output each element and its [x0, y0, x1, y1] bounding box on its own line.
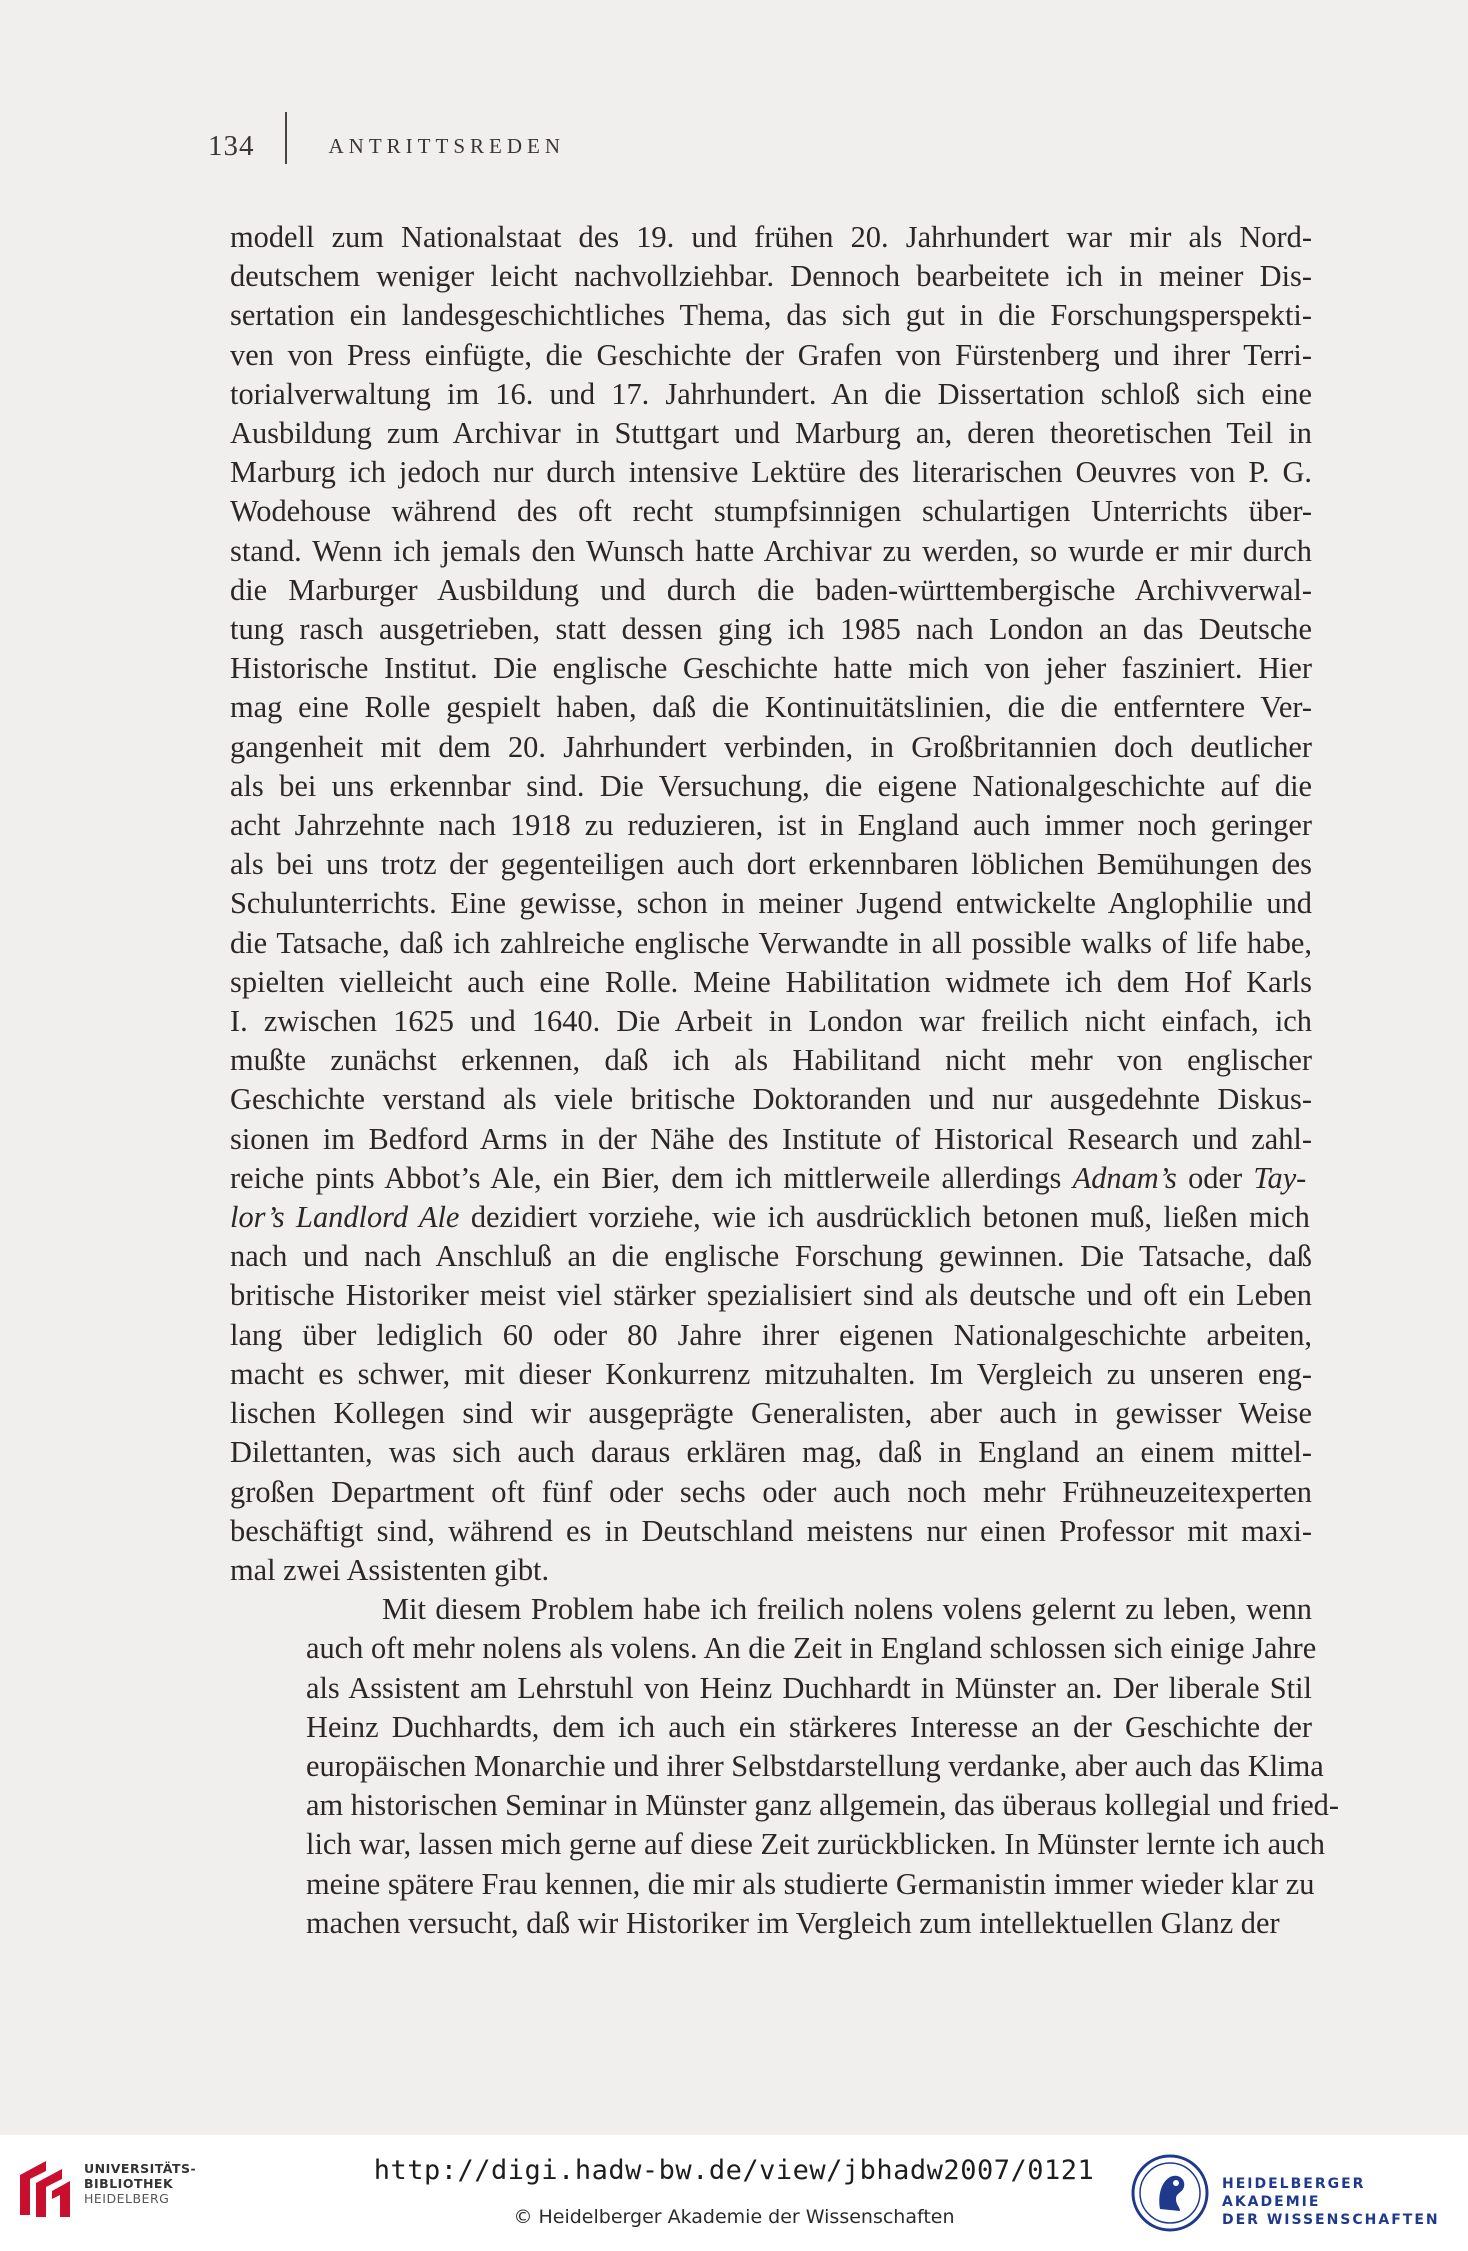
section-title: ANTRITTSREDEN [328, 133, 565, 158]
text-line: lang über lediglich 60 oder 80 Jahre ihrer eigenen Nationalgeschichte arbeiten, [230, 1317, 1312, 1352]
header-divider [285, 112, 287, 164]
permalink-url[interactable]: http://digi.hadw-bw.de/view/jbhadw2007/0121 [373, 2155, 1095, 2186]
text-line: acht Jahrzehnte nach 1918 zu reduzieren, ist in England auch immer noch geringer [230, 808, 1312, 843]
text-line: macht es schwer, mit dieser Konkurrenz mitzuhalten. Im Vergleich zu unseren eng- [230, 1356, 1312, 1391]
text-line: britische Historiker meist viel stärker spezialisiert sind als deutsche und oft ein Leben [230, 1278, 1312, 1313]
text-line: modell zum Nationalstaat des 19. und frühen 20. Jahrhundert war mir als Nord- [230, 220, 1312, 254]
text-line: Marburg ich jedoch nur durch intensive Lektüre des literarischen Oeuvres von P. G. [230, 455, 1312, 490]
text-line: Schulunterrichts. Eine gewisse, schon in meiner Jugend entwickelte Anglophilie und [230, 886, 1312, 921]
copyright-notice: © Heidelberger Akademie der Wissenschaften [513, 2206, 955, 2228]
text-line: lor’s Landlord Ale dezidiert vorziehe, wie ich ausdrücklich betonen muß, ließen mich [230, 1200, 1310, 1235]
text-line: ven von Press einfügte, die Geschichte der Grafen von Fürstenberg und ihrer Terri- [230, 337, 1312, 372]
text-line: torialverwaltung im 16. und 17. Jahrhundert. An die Dissertation schloß sich eine [230, 376, 1312, 411]
text-line: beschäftigt sind, während es in Deutschland meistens nur einen Professor mit maxi- [230, 1513, 1312, 1548]
text-line: stand. Wenn ich jemals den Wunsch hatte Archivar zu werden, so wurde er mir durch [230, 533, 1312, 568]
text-line: sertation ein landesgeschichtliches Thema, das sich gut in die Forschungsperspekti- [230, 298, 1312, 333]
page-number: 134 [208, 129, 255, 162]
text-line: machen versucht, daß wir Historiker im Vergleich zum intellektuellen Glanz der [306, 1905, 1280, 1940]
text-line: mag eine Rolle gespielt haben, daß die Kontinuitätslinien, die die entferntere Ver- [230, 690, 1312, 725]
paragraph [230, 218, 1312, 1590]
paragraph [230, 1590, 1339, 1943]
running-head [208, 126, 565, 166]
text-line: Heinz Duchhardts, dem ich auch ein stärkeres Interesse an der Geschichte der [306, 1709, 1312, 1744]
body-text [230, 218, 1339, 1943]
text-line: Geschichte verstand als viele britische Doktoranden und nur ausgedehnte Diskus- [230, 1082, 1312, 1117]
text-line: mußte zunächst erkennen, daß ich als Habilitand nicht mehr von englischer [230, 1043, 1312, 1078]
text-line: lich war, lassen mich gerne auf diese Zeit zurückblicken. In Münster lernte ich auch [306, 1827, 1326, 1862]
text-line: die Marburger Ausbildung und durch die baden-württembergische Archivverwal- [230, 572, 1312, 607]
text-line: sionen im Bedford Arms in der Nähe des Institute of Historical Research und zahl- [230, 1121, 1312, 1156]
text-line: reiche pints Abbot’s Ale, ein Bier, dem ich mittlerweile allerdings Adnam’s oder Tay- [230, 1160, 1307, 1195]
text-line: europäischen Monarchie und ihrer Selbstdarstellung verdanke, aber auch das Klima [306, 1748, 1324, 1783]
text-line: Wodehouse während des oft recht stumpfsinnigen schulartigen Unterrichts über- [230, 494, 1312, 529]
text-line: die Tatsache, daß ich zahlreiche englische Verwandte in all possible walks of life habe, [230, 925, 1312, 960]
academy-seal-icon [1130, 2153, 1210, 2233]
text-line: gangenheit mit dem 20. Jahrhundert verbinden, in Großbritannien doch deutlicher [230, 729, 1312, 764]
text-line: deutschem weniger leicht nachvollziehbar. Dennoch bearbeitete ich in meiner Dis- [230, 259, 1312, 294]
text-line: als bei uns erkennbar sind. Die Versuchung, die eigene Nationalgeschichte auf die [230, 768, 1312, 803]
university-library-name: UNIVERSITÄTS- BIBLIOTHEK HEIDELBERG [84, 2161, 197, 2206]
text-line: tung rasch ausgetrieben, statt dessen ging ich 1985 nach London an das Deutsche [230, 612, 1312, 647]
text-line: spielten vielleicht auch eine Rolle. Meine Habilitation widmete ich dem Hof Karls [230, 964, 1312, 999]
text-line: am historischen Seminar in Münster ganz allgemein, das überaus kollegial und fried- [306, 1788, 1339, 1823]
text-line: nach und nach Anschluß an die englische Forschung gewinnen. Die Tatsache, daß [230, 1239, 1312, 1274]
text-line: Dilettanten, was sich auch daraus erklären mag, daß in England an einem mittel- [230, 1435, 1312, 1470]
text-line: meine spätere Frau kennen, die mir als studierte Germanistin immer wieder klar zu [306, 1866, 1315, 1901]
text-line: als bei uns trotz der gegenteiligen auch dort erkennbaren löblichen Bemühungen des [230, 847, 1312, 882]
text-line: Historische Institut. Die englische Geschichte hatte mich von jeher fasziniert. Hier [230, 651, 1312, 686]
academy-name: HEIDELBERGER AKADEMIE DER WISSENSCHAFTEN [1222, 2176, 1440, 2228]
text-line: lischen Kollegen sind wir ausgeprägte Generalisten, aber auch in gewisser Weise [230, 1396, 1312, 1431]
text-line: großen Department oft fünf oder sechs oder auch noch mehr Frühneuzeitexperten [230, 1474, 1312, 1509]
text-line: als Assistent am Lehrstuhl von Heinz Duchhardt in Münster an. Der liberale Stil [306, 1670, 1312, 1705]
text-line: mal zwei Assistenten gibt. [230, 1552, 550, 1587]
text-line: auch oft mehr nolens als volens. An die Zeit in England schlossen sich einige Jahre [306, 1631, 1317, 1666]
text-line: Mit diesem Problem habe ich freilich nolens volens gelernt zu leben, wenn [382, 1592, 1312, 1627]
text-line: I. zwischen 1625 und 1640. Die Arbeit in London war freilich nicht einfach, ich [230, 1004, 1312, 1039]
text-line: Ausbildung zum Archivar in Stuttgart und Marburg an, deren theoretischen Teil in [230, 416, 1312, 451]
footer-bar [0, 2135, 1468, 2251]
